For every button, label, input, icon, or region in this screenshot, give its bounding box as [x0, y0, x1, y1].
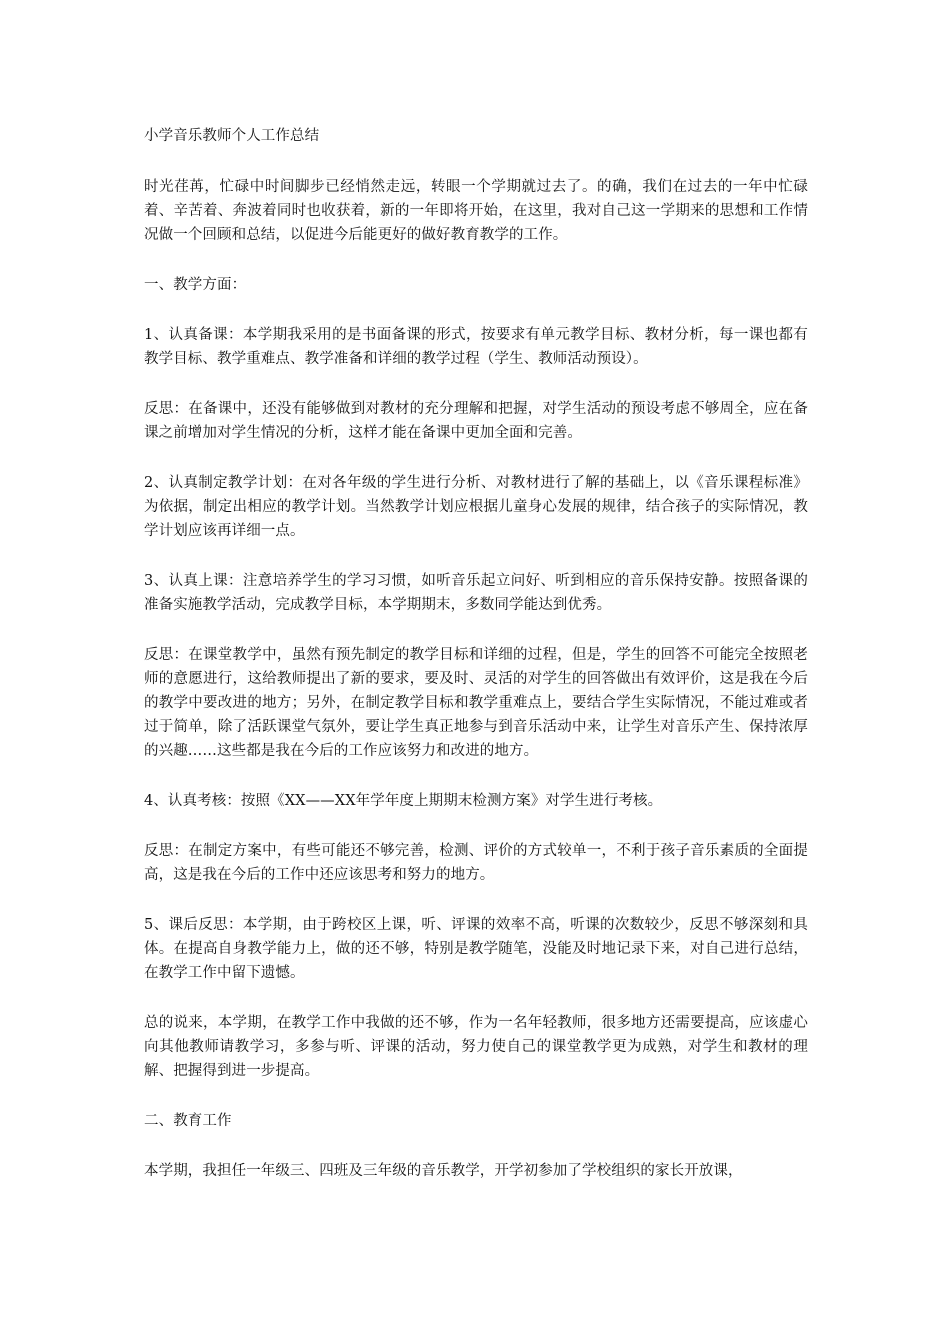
reflection-lesson-prep: 反思：在备课中，还没有能够做到对教材的充分理解和把握，对学生活动的预设考虑不够周全，应在备课之前增加对学生情况的分析，这样才能在备课中更加全面和完善。 — [144, 401, 808, 441]
document-body — [144, 124, 808, 1209]
summary-paragraph: 总的说来，本学期，在教学工作中我做的还不够，作为一名年轻教师，很多地方还需要提高，应该虚心向其他教师请教学习，多参与听、评课的活动，努力使自己的课堂教学更为成熟，对学生和教材的理解、把握得到进一步提高。 — [144, 1015, 808, 1079]
section-heading-education: 二、教育工作 — [144, 1113, 232, 1129]
item-3-classes: 3、认真上课：注意培养学生的学习习惯，如听音乐起立问好、听到相应的音乐保持安静。按照备课的准备实施教学活动，完成教学目标，本学期期末，多数同学能达到优秀。 — [144, 573, 808, 613]
item-5-after-class-reflection: 5、课后反思：本学期，由于跨校区上课，听、评课的效率不高，听课的次数较少，反思不够深刻和具体。在提高自身教学能力上，做的还不够，特别是教学随笔，没能及时地记录下来，对自己进行总结，在教学工作中留下遗憾。 — [144, 917, 808, 981]
section-heading-teaching: 一、教学方面： — [144, 277, 247, 293]
reflection-assessment: 反思：在制定方案中，有些可能还不够完善，检测、评价的方式较单一，不利于孩子音乐素质的全面提高，这是我在今后的工作中还应该思考和努力的地方。 — [144, 843, 808, 883]
document-title: 小学音乐教师个人工作总结 — [144, 128, 320, 144]
item-4-assessment: 4、认真考核：按照《XX——XX年学年度上期期末检测方案》对学生进行考核。 — [144, 793, 663, 809]
document-blocks — [144, 175, 808, 1183]
item-1-lesson-prep: 1、认真备课：本学期我采用的是书面备课的形式，按要求有单元教学目标、教材分析，每一课也都有教学目标、教学重难点、教学准备和详细的教学过程（学生、教师活动预设）。 — [144, 327, 808, 367]
education-paragraph: 本学期，我担任一年级三、四班及三年级的音乐教学，开学初参加了学校组织的家长开放课， — [144, 1163, 743, 1179]
reflection-classes: 反思：在课堂教学中，虽然有预先制定的教学目标和详细的过程，但是，学生的回答不可能完全按照老师的意愿进行，这给教师提出了新的要求，要及时、灵活的对学生的回答做出有效评价，这是我在今后的教学中要改进的地方；另外，在制定教学目标和教学重难点上，要结合学生实际情况，不能过难或者过于简单，除了活跃课堂气氛外，要让学生真正地参与到音乐活动中来，让学生对音乐产生、保持浓厚的兴趣……这些都是我在今后的工作应该努力和改进的地方。 — [144, 647, 808, 759]
intro-paragraph: 时光荏苒，忙碌中时间脚步已经悄然走远，转眼一个学期就过去了。的确，我们在过去的一年中忙碌着、辛苦着、奔波着同时也收获着，新的一年即将开始，在这里，我对自己这一学期来的思想和工作情况做一个回顾和总结，以促进今后能更好的做好教育教学的工作。 — [144, 179, 808, 243]
item-2-teaching-plan: 2、认真制定教学计划：在对各年级的学生进行分析、对教材进行了解的基础上，以《音乐课程标准》为依据，制定出相应的教学计划。当然教学计划应根据儿童身心发展的规律，结合孩子的实际情况，教学计划应该再详细一点。 — [144, 475, 808, 539]
